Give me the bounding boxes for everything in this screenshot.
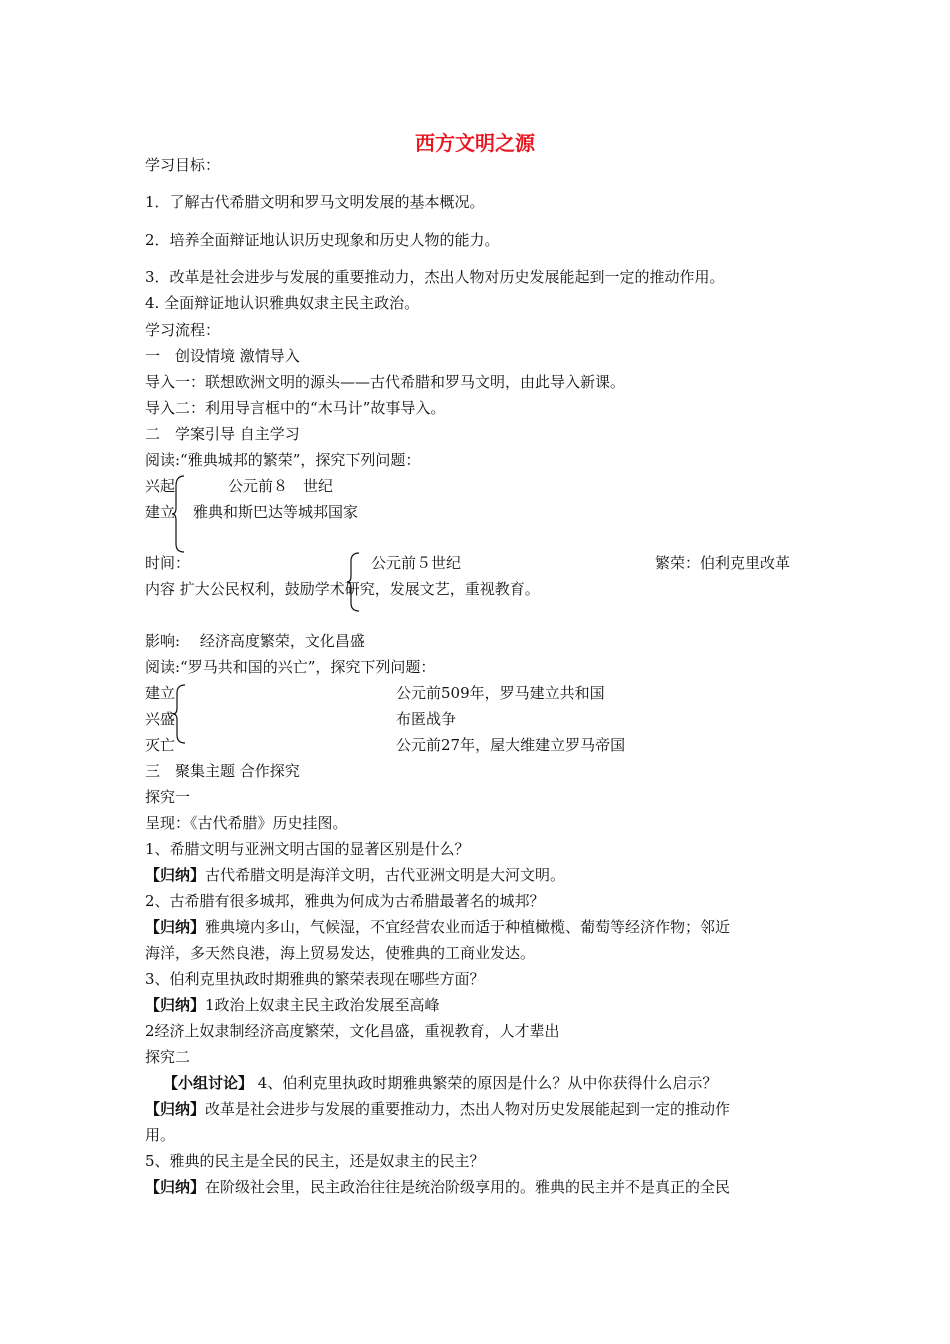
summary-tag: 【归纳】 [145, 866, 206, 884]
document-title: 西方文明之源 [415, 131, 535, 155]
goal-item-3: 3．改革是社会进步与发展的重要推动力，杰出人物对历史发展能起到一定的推动作用。 [145, 268, 725, 286]
rome-establish-label: 建立 [145, 684, 176, 702]
process-heading: 学习流程： [145, 321, 221, 339]
intro-line-2: 导入二：利用导言框中的“木马计”故事导入。 [145, 399, 446, 417]
athens-rise-label: 兴起 [145, 477, 176, 495]
athens-rise-value: 公元前８ 世纪 [228, 477, 334, 495]
summary-tag: 【归纳】 [145, 918, 206, 936]
section2-heading: 二 学案引导 自主学习 [145, 425, 300, 443]
section3-heading: 三 聚集主题 合作探究 [145, 762, 300, 780]
rome-rise-label: 兴盛 [145, 710, 176, 728]
section1-heading: 一 创设情境 激情导入 [145, 347, 300, 365]
answer-2-line-2: 海洋，多天然良港，海上贸易发达，使雅典的工商业发达。 [145, 944, 536, 962]
brace-athens-rise [172, 474, 186, 554]
athens-influence: 影响: 经济高度繁荣，文化昌盛 [145, 632, 365, 650]
question-3: 3、伯利克里执政时期雅典的繁荣表现在哪些方面？ [145, 970, 485, 988]
answer-2 [145, 917, 730, 937]
answer-5-text-line-1: 在阶级社会里，民主政治往往是统治阶级享用的。雅典的民主并不是真正的全民 [205, 1178, 731, 1196]
question-2: 2、古希腊有很多城邦，雅典为何成为古希腊最著名的城邦？ [145, 892, 545, 910]
question-1: 1、希腊文明与亚洲文明古国的显著区别是什么？ [145, 840, 470, 858]
goal-item-4: 4. 全面辩证地认识雅典奴隶主民主政治。 [145, 294, 420, 312]
discussion-tag: 【小组讨论】 [163, 1074, 254, 1092]
answer-5 [145, 1177, 730, 1197]
reading-2: 阅读:“罗马共和国的兴亡”，探究下列问题： [145, 658, 436, 676]
rome-rise-value: 布匿战争 [396, 710, 457, 728]
athens-establish-label: 建立 [145, 503, 176, 521]
goal-item-1: 1．了解古代希腊文明和罗马文明发展的基本概况。 [145, 193, 485, 211]
athens-time-label: 时间： [145, 554, 191, 572]
answer-4-line-2: 用。 [145, 1126, 176, 1144]
summary-tag: 【归纳】 [145, 996, 206, 1014]
inquiry-1-heading: 探究一 [145, 788, 191, 806]
question-5: 5、雅典的民主是全民的民主，还是奴隶主的民主？ [145, 1152, 485, 1170]
athens-establish-value: 雅典和斯巴达等城邦国家 [193, 503, 359, 521]
summary-tag: 【归纳】 [145, 1178, 206, 1196]
intro-line-1: 导入一：联想欧洲文明的源头——古代希腊和罗马文明，由此导入新课。 [145, 373, 626, 391]
athens-prosperity: 繁荣：伯利克里改革 [655, 554, 791, 572]
athens-content: 内容 扩大公民权利，鼓励学术研究，发展文艺，重视教育。 [145, 580, 540, 598]
goal-item-2: 2．培养全面辩证地认识历史现象和历史人物的能力。 [145, 231, 500, 249]
reading-1: 阅读:“雅典城邦的繁荣”，探究下列问题： [145, 451, 421, 469]
present-line: 呈现：《古代希腊》历史挂图。 [145, 814, 348, 832]
summary-tag: 【归纳】 [145, 1100, 206, 1118]
brace-athens-prosperity [347, 551, 361, 613]
answer-4-text-line-1: 改革是社会进步与发展的重要推动力，杰出人物对历史发展能起到一定的推动作 [205, 1100, 731, 1118]
brace-rome [173, 683, 187, 745]
answer-3-text-line-1: 1政治上奴隶主民主政治发展至高峰 [205, 996, 440, 1014]
question-4 [163, 1073, 717, 1093]
goals-heading: 学习目标： [145, 156, 221, 174]
rome-fall-label: 灭亡 [145, 736, 176, 754]
answer-1-text: 古代希腊文明是海洋文明，古代亚洲文明是大河文明。 [205, 866, 566, 884]
rome-establish-value: 公元前509年，罗马建立共和国 [396, 684, 605, 702]
answer-2-text-line-1: 雅典境内多山，气候湿，不宜经营农业而适于种植橄榄、葡萄等经济作物；邻近 [205, 918, 731, 936]
answer-4 [145, 1099, 730, 1119]
answer-3-line-2: 2经济上奴隶制经济高度繁荣，文化昌盛，重视教育，人才辈出 [145, 1022, 560, 1040]
question-4-text: 4、伯利克里执政时期雅典繁荣的原因是什么？从中你获得什么启示？ [253, 1074, 718, 1092]
rome-fall-value: 公元前27年，屋大维建立罗马帝国 [396, 736, 626, 754]
athens-time-value: 公元前５世纪 [371, 554, 462, 572]
inquiry-2-heading: 探究二 [145, 1048, 191, 1066]
answer-1 [145, 865, 565, 885]
answer-3 [145, 995, 440, 1015]
